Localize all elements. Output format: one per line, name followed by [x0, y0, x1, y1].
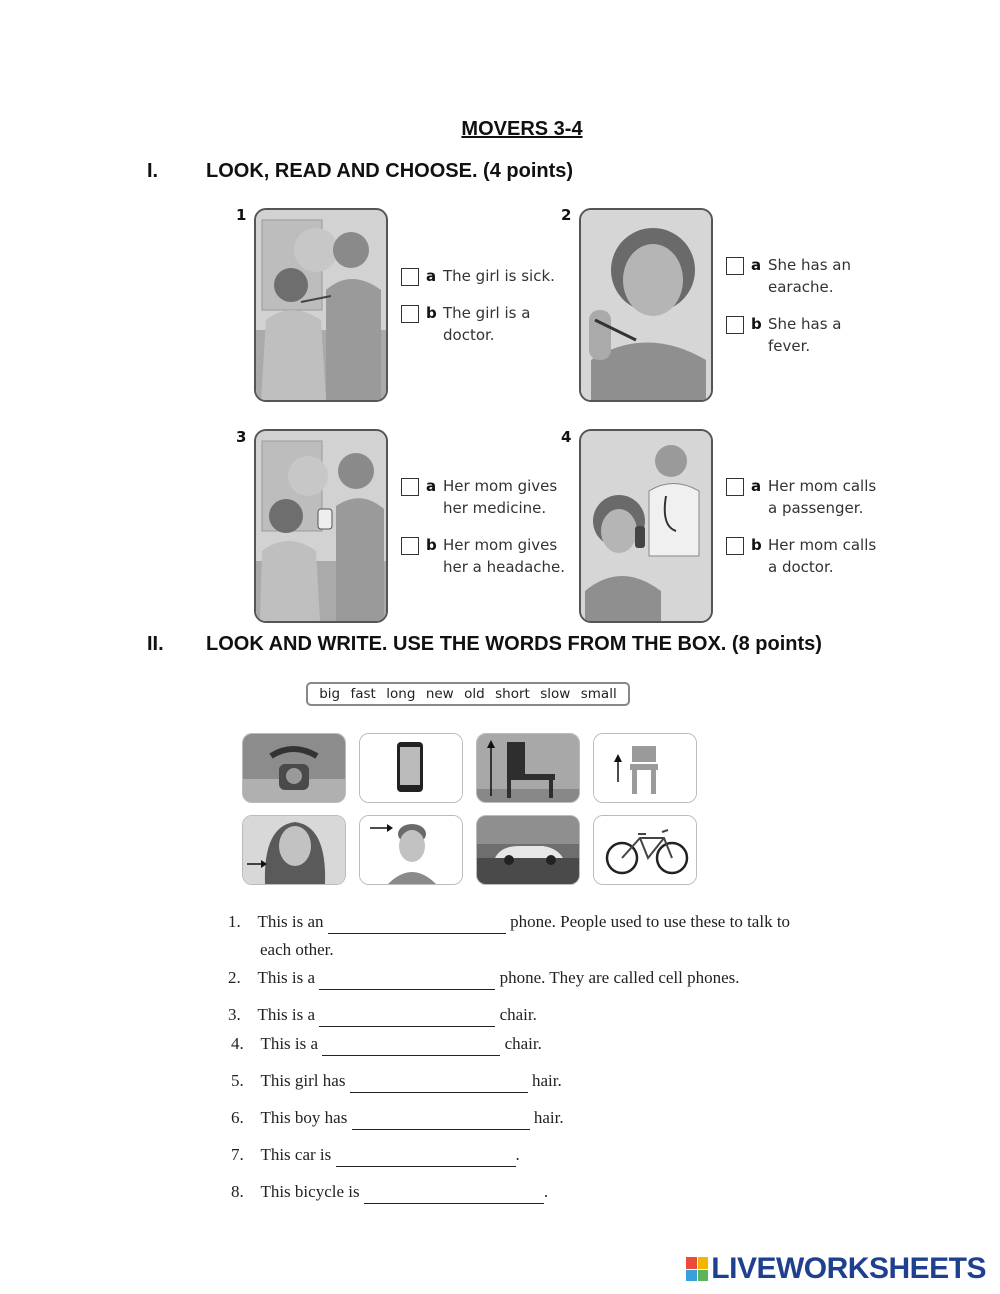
sentence-6-number: 6. [231, 1108, 244, 1127]
word-box-item: small [580, 686, 617, 702]
question-2-option-b-letter: b [751, 315, 762, 333]
answer-7-input[interactable] [336, 1146, 516, 1167]
sentence-3-before: This is a [257, 1005, 316, 1024]
question-4-option-b-checkbox[interactable] [726, 537, 744, 555]
question-2-option-a-checkbox[interactable] [726, 257, 744, 275]
question-2-option-b-checkbox[interactable] [726, 316, 744, 334]
word-box-item: slow [540, 686, 571, 702]
question-3-option-a-letter: a [426, 477, 437, 495]
section-2-number: II. [147, 633, 164, 655]
question-2-number: 2 [561, 206, 572, 224]
question-1-option-a-text: The girl is sick. [443, 267, 555, 285]
question-2-option-a-text: She has an earache. [768, 256, 852, 296]
question-3-option-b-letter: b [426, 536, 437, 554]
big-chair-image [477, 734, 579, 802]
sentence-2-number: 2. [228, 968, 241, 987]
sentence-7-number: 7. [231, 1145, 244, 1164]
sentence-6 [231, 1108, 564, 1130]
word-box-item: fast [350, 686, 376, 702]
section-1-number: I. [147, 160, 159, 182]
sentence-5-after: hair. [531, 1071, 562, 1090]
sentence-1-continued: each other. [260, 940, 334, 959]
section-2-heading: LOOK AND WRITE. USE THE WORDS FROM THE BOX. (8 points) [206, 633, 822, 655]
answer-3-input[interactable] [319, 1006, 495, 1027]
girl-long-hair-image [243, 816, 345, 884]
sentence-7-after: . [515, 1145, 520, 1164]
sentence-8-before: This bicycle is [260, 1182, 360, 1201]
word-box-item: long [386, 686, 416, 702]
word-box-item: old [464, 686, 485, 702]
small-chair-tile [593, 733, 697, 803]
answer-4-input[interactable] [322, 1035, 500, 1056]
sentence-8-after: . [543, 1182, 549, 1201]
sentence-1-after: phone. People used to use these to talk to [510, 912, 791, 931]
sentence-1 [228, 912, 790, 934]
short-hair-boy-tile [359, 815, 463, 885]
long-hair-girl-tile [242, 815, 346, 885]
sentence-2-after: phone. They are called cell phones. [499, 968, 740, 987]
question-4-option-b-letter: b [751, 536, 762, 554]
sentence-3 [228, 1005, 537, 1027]
sentence-6-before: This boy has [260, 1108, 348, 1127]
question-1-number: 1 [236, 206, 247, 224]
sentence-6-after: hair. [533, 1108, 564, 1127]
question-3-option-b-checkbox[interactable] [401, 537, 419, 555]
question-4-option-a-text: Her mom calls a passenger. [768, 477, 877, 517]
question-2-picture [579, 208, 713, 402]
logo-text: LIVEWORKSHEETS [711, 1252, 986, 1285]
sentence-4-before: This is a [260, 1034, 319, 1053]
smartphone-image [360, 734, 462, 802]
question-1-option-a-checkbox[interactable] [401, 268, 419, 286]
question-1-picture [254, 208, 388, 402]
mother-giving-medicine-image [256, 431, 386, 621]
question-1-option-a-letter: a [426, 267, 437, 285]
sentence-5 [231, 1071, 562, 1093]
answer-1-input[interactable] [328, 913, 506, 934]
sentence-7-before: This car is [260, 1145, 332, 1164]
sentence-8-number: 8. [231, 1182, 244, 1201]
question-4-option-a-letter: a [751, 477, 762, 495]
fast-car-tile [476, 815, 580, 885]
small-chair-image [594, 734, 696, 802]
question-2-option-a-letter: a [751, 256, 762, 274]
sentence-7 [231, 1145, 520, 1167]
mother-checking-sick-girl-image [256, 210, 386, 400]
slow-bicycle-tile [593, 815, 697, 885]
old-phone-image [243, 734, 345, 802]
big-chair-tile [476, 733, 580, 803]
page-title: MOVERS 3-4 [461, 118, 583, 140]
boy-short-hair-image [360, 816, 462, 884]
sentence-3-number: 3. [228, 1005, 241, 1024]
sentence-4-number: 4. [231, 1034, 244, 1053]
word-box-item: new [425, 686, 454, 702]
word-box-item: big [319, 686, 341, 702]
question-3-option-b-text: Her mom gives her a headache. [443, 536, 566, 576]
sentence-5-number: 5. [231, 1071, 244, 1090]
mother-calling-doctor-image [581, 431, 711, 621]
question-2-option-b-text: She has a fever. [768, 315, 842, 355]
old-phone-tile [242, 733, 346, 803]
woman-with-thermometer-image [581, 210, 711, 400]
question-3-number: 3 [236, 428, 247, 446]
answer-2-input[interactable] [319, 969, 495, 990]
sentence-1-before: This is an [257, 912, 324, 931]
question-1-option-b-checkbox[interactable] [401, 305, 419, 323]
sentence-1-number: 1. [228, 912, 241, 931]
sentence-4 [231, 1034, 542, 1056]
new-phone-tile [359, 733, 463, 803]
answer-6-input[interactable] [352, 1109, 530, 1130]
answer-5-input[interactable] [350, 1072, 528, 1093]
question-4-picture [579, 429, 713, 623]
question-3-option-a-text: Her mom gives her medicine. [443, 477, 558, 517]
sentence-8 [231, 1182, 548, 1204]
liveworksheets-logo-icon [686, 1257, 708, 1281]
bicycle-image [594, 816, 696, 884]
question-4-option-a-checkbox[interactable] [726, 478, 744, 496]
answer-8-input[interactable] [364, 1183, 544, 1204]
question-3-option-a-checkbox[interactable] [401, 478, 419, 496]
section-1-heading: LOOK, READ AND CHOOSE. (4 points) [206, 160, 574, 182]
question-1-option-b-text: The girl is a doctor. [443, 304, 531, 344]
word-box [306, 682, 630, 706]
fast-car-image [477, 816, 579, 884]
question-4-number: 4 [561, 428, 572, 446]
sentence-2-before: This is a [257, 968, 316, 987]
sentence-5-before: This girl has [260, 1071, 346, 1090]
question-1-option-b-letter: b [426, 304, 437, 322]
liveworksheets-logo [686, 1252, 986, 1286]
question-4-option-b-text: Her mom calls a doctor. [768, 536, 877, 576]
sentence-4-after: chair. [504, 1034, 542, 1053]
sentence-3-after: chair. [499, 1005, 537, 1024]
sentence-2 [228, 968, 740, 990]
question-3-picture [254, 429, 388, 623]
word-box-item: short [495, 686, 530, 702]
